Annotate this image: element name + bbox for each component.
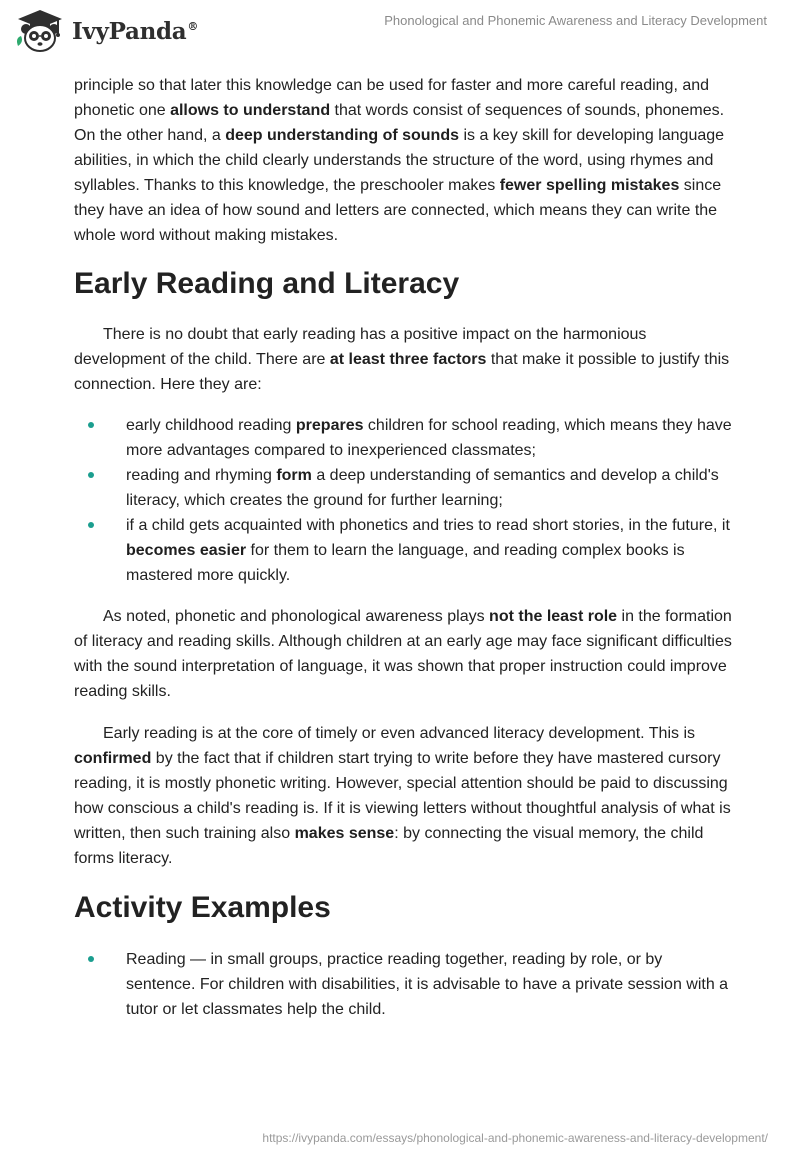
- brand-name: IvyPanda®: [72, 17, 199, 45]
- article-body: [74, 70, 734, 1022]
- list-item: early childhood reading prepares children for school reading, which means they have more advantages compared to inexperienced classmates;: [74, 413, 734, 463]
- source-url[interactable]: https://ivypanda.com/essays/phonological-and-phonemic-awareness-and-literacy-development/: [262, 1131, 768, 1145]
- bullet-icon: [88, 472, 94, 478]
- activity-list: [74, 947, 734, 1022]
- panda-logo-icon: [14, 8, 66, 54]
- section-heading-activity-examples: Activity Examples: [74, 891, 331, 924]
- list-item: reading and rhyming form a deep understanding of semantics and develop a child's literacy, which creates the ground for further learning;: [74, 463, 734, 513]
- bullet-icon: [88, 422, 94, 428]
- document-title: Phonological and Phonemic Awareness and Literacy Development: [384, 13, 767, 28]
- paragraph-three-factors: There is no doubt that early reading has a positive impact on the harmonious development of the child. There are at least three factors that make it possible to justify this connection. Here they are:: [74, 326, 730, 393]
- brand-logo[interactable]: [14, 8, 198, 54]
- section-heading-early-reading: Early Reading and Literacy: [74, 267, 460, 300]
- paragraph-phonetic-awareness: As noted, phonetic and phonological awareness plays not the least role in the formation of literacy and reading skills. Although children at an early age may face significant difficulties with the sound interpretation of language, it was shown that proper instruction could improve reading skills.: [74, 608, 732, 700]
- paragraph-early-reading-core: Early reading is at the core of timely or even advanced literacy development. This is confirmed by the fact that if children start trying to write before they have mastered cursory reading, it is mostly phonetic writing. However, special attention should be paid to discussing how conscious a child's reading is. If it is viewing letters without thoughtful analysis of what is written, then such training also makes sense: by connecting the visual memory, the child forms literacy.: [74, 725, 731, 867]
- factors-list: [74, 413, 734, 588]
- intro-paragraph: principle so that later this knowledge can be used for faster and more careful reading, and phonetic one allows to understand that words consist of sequences of sounds, phonemes. On the other hand, a deep understanding of sounds is a key skill for developing language abilities, in which the child clearly understands the structure of the word, using rhymes and syllables. Thanks to this knowledge, the preschooler makes fewer spelling mistakes since they have an idea of how sound and letters are connected, which means they can write the whole word without making mistakes.: [74, 77, 725, 244]
- bullet-icon: [88, 522, 94, 528]
- list-item: Reading — in small groups, practice reading together, reading by role, or by sentence. For children with disabilities, it is advisable to have a private session with a tutor or let classmates help the child.: [74, 947, 734, 1022]
- list-item: if a child gets acquainted with phonetics and tries to read short stories, in the future, it becomes easier for them to learn the language, and reading complex books is mastered more quickly.: [74, 513, 734, 588]
- bullet-icon: [88, 956, 94, 962]
- page-header: [0, 0, 800, 62]
